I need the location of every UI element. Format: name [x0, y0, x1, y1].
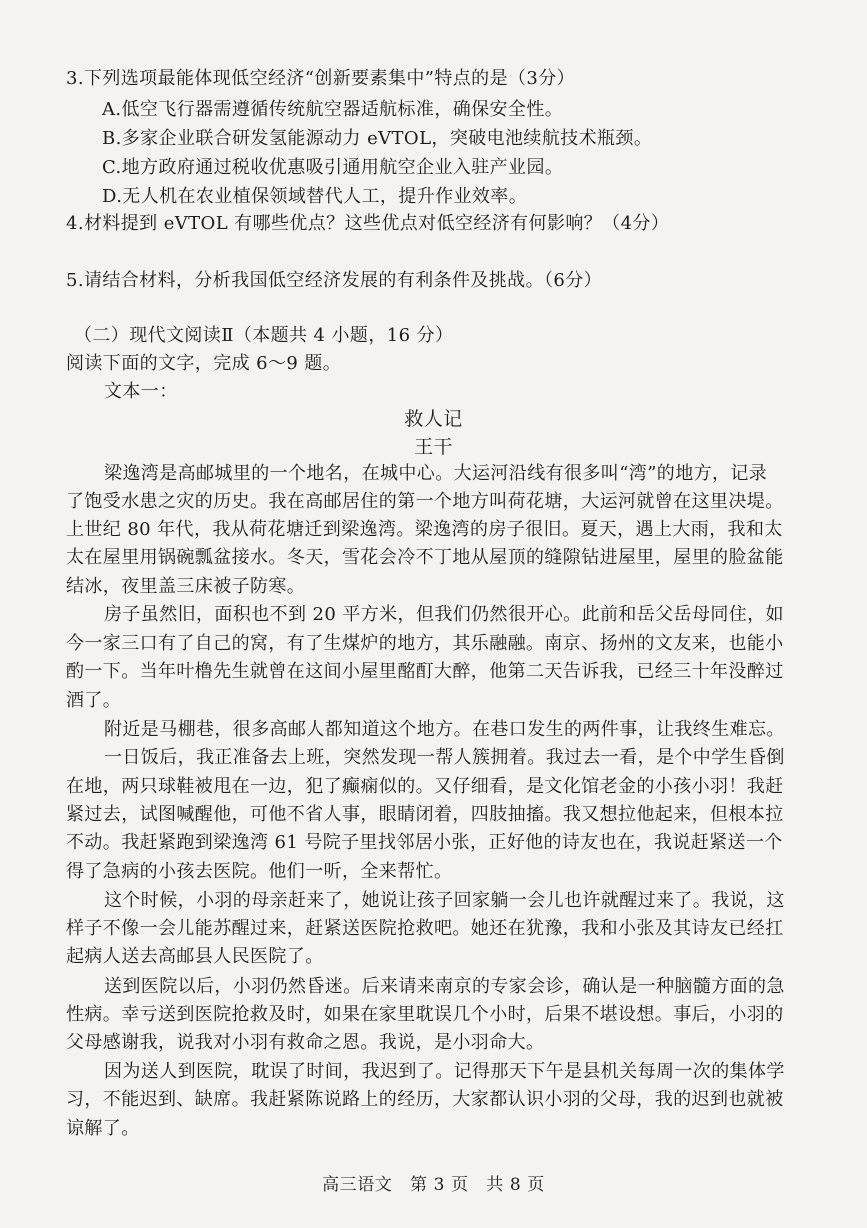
question-3-option-c: C.地方政府通过税收优惠吸引通用航空企业入驻产业园。	[102, 157, 564, 178]
article-line: 今一家三口有了自己的窝，有了生煤炉的地方，其乐融融。南京、扬州的文友来，也能小	[66, 633, 784, 654]
article-line: 不动。我赶紧跑到梁逸湾 61 号院子里找邻居小张，正好他的诗友也在，我说赶紧送一个	[66, 832, 783, 853]
article-author: 王干	[414, 436, 453, 458]
article-line: 样子不像一会儿能苏醒过来，赶紧送医院抢救吧。她还在犹豫，我和小张及其诗友已经扛	[66, 918, 784, 939]
article-line: 在地，两只球鞋被甩在一边，犯了癫痫似的。又仔细看，是文化馆老金的小孩小羽！我赶	[66, 776, 784, 797]
section-instruction: 阅读下面的文字，完成 6～9 题。	[66, 353, 342, 374]
article-line: 这个时候，小羽的母亲赶来了，她说让孩子回家躺一会儿也许就醒过来了。我说，这	[104, 890, 785, 911]
article-line: 酌一下。当年叶橹先生就曾在这间小屋里酩酊大醉，他第二天告诉我，已经三十年没醉过	[66, 661, 784, 682]
article-line: 了饱受水患之灾的历史。我在高邮居住的第一个地方叫荷花塘，大运河就曾在这里决堤。	[66, 491, 784, 512]
article-line: 结冰，夜里盖三床被子防寒。	[66, 576, 306, 597]
article-line: 附近是马棚巷，很多高邮人都知道这个地方。在巷口发生的两件事，让我终生难忘。	[104, 719, 785, 740]
article-title: 救人记	[404, 408, 463, 430]
article-line: 送到医院以后，小羽仍然昏迷。后来请来南京的专家会诊，确认是一种脑髓方面的急	[104, 976, 785, 997]
article-line: 紧过去，试图喊醒他，可他不省人事，眼睛闭着，四肢抽搐。我又想拉他起来，但根本拉	[66, 804, 784, 825]
article-line: 起病人送去高邮县人民医院了。	[66, 946, 324, 967]
article-line: 太在屋里用锅碗瓢盆接水。冬天，雪花会冷不丁地从屋顶的缝隙钻进屋里，屋里的脸盆能	[66, 547, 784, 568]
article-line: 一日饭后，我正准备去上班，突然发现一帮人簇拥着。我过去一看，是个中学生昏倒	[104, 747, 785, 768]
article-line: 父母感谢我，说我对小羽有救命之恩。我说，是小羽命大。	[66, 1032, 545, 1053]
section-heading: （二）现代文阅读Ⅱ（本题共 4 小题，16 分）	[74, 325, 454, 346]
question-3-option-a: A.低空飞行器需遵循传统航空器适航标准，确保安全性。	[102, 99, 564, 120]
article-line: 性病。幸亏送到医院抢救及时，如果在家里耽误几个小时，后果不堪设想。事后，小羽的	[66, 1004, 784, 1025]
article-line: 上世纪 80 年代，我从荷花塘迁到梁逸湾。梁逸湾的房子很旧。夏天，遇上大雨，我和太	[66, 519, 783, 540]
article-line: 因为送人到医院，耽误了时间，我迟到了。记得那天下午是县机关每周一次的集体学	[104, 1061, 785, 1082]
page-footer: 高三语文 第 3 页 共 8 页	[322, 1175, 545, 1195]
question-3-option-d: D.无人机在农业植保领域替代人工，提升作业效率。	[102, 186, 528, 207]
question-3-stem: 3.下列选项最能体现低空经济“创新要素集中”特点的是（3分）	[66, 68, 576, 89]
question-4: 4.材料提到 eVTOL 有哪些优点？这些优点对低空经济有何影响？（4分）	[66, 213, 670, 234]
article-line: 谅解了。	[66, 1118, 140, 1139]
question-3-option-b: B.多家企业联合研发氢能源动力 eVTOL，突破电池续航技术瓶颈。	[102, 128, 653, 149]
text-label: 文本一：	[104, 381, 178, 402]
article-line: 习，不能迟到、缺席。我赶紧陈说路上的经历，大家都认识小羽的父母，我的迟到也就被	[66, 1089, 784, 1110]
question-5: 5.请结合材料，分析我国低空经济发展的有利条件及挑战。（6分）	[66, 270, 603, 291]
article-line: 酒了。	[66, 690, 122, 711]
article-line: 梁逸湾是高邮城里的一个地名，在城中心。大运河沿线有很多叫“湾”的地方，记录	[104, 463, 768, 484]
article-line: 房子虽然旧，面积也不到 20 平方米，但我们仍然很开心。此前和岳父岳母同住，如	[104, 604, 784, 625]
article-line: 得了急病的小孩去医院。他们一听，全来帮忙。	[66, 861, 453, 882]
